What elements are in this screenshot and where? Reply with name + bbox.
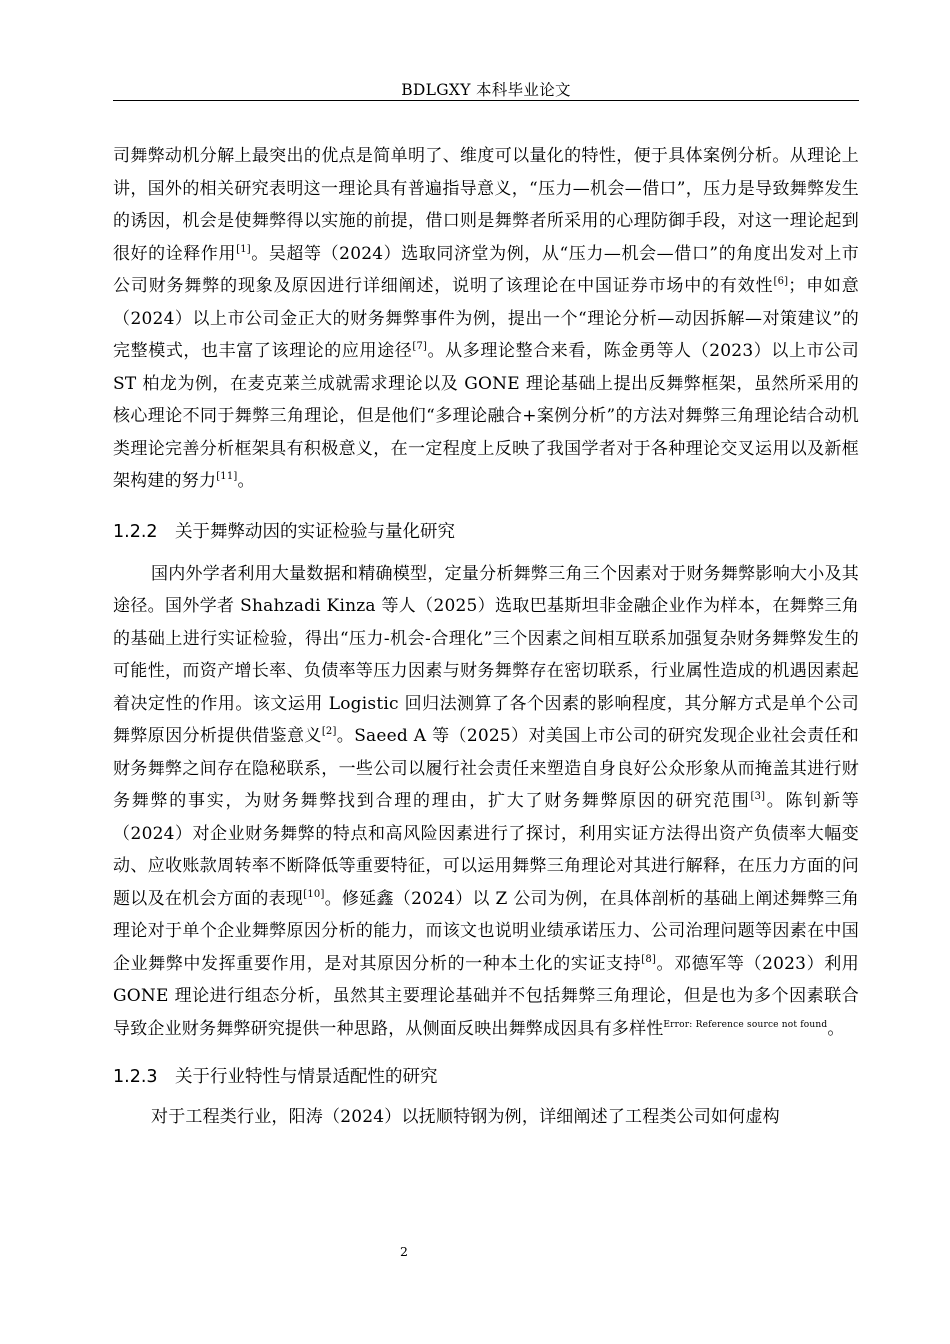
paragraph-text: 对于工程类行业，阳涛（2024）以抚顺特钢为例，详细阐述了工程类公司如何虚构 xyxy=(151,1107,780,1127)
citation-ref: [7] xyxy=(412,341,428,352)
paragraph-text: 。修延鑫（2024）以 Z 公司为例，在具体剖析的基础上阐述舞弊三角理论对于单个企业舞弊原因分析的能力，而该文也说明业绩承诺压力、公司治理问题等因素在中国企业舞弊中发挥重要作用，是对其原因分析的一种本土化的实证支持 xyxy=(113,888,859,974)
header-title: BDLGXY 本科毕业论文 xyxy=(401,81,571,99)
paragraph-1 xyxy=(113,140,859,498)
citation-ref: [10] xyxy=(303,888,325,900)
citation-ref: [6] xyxy=(773,276,789,287)
paragraph-text: 。吴超等（2024）选取同济堂为例，从“压力—机会—借口”的角度出发对上市公司财务舞弊的现象及原因进行详细阐述，说明了该理论在中国证券市场中的有效性 xyxy=(113,243,860,296)
section-number: 1.2.2 xyxy=(113,521,158,542)
paragraph-2 xyxy=(113,558,859,1046)
paragraph-text: 。Saeed A 等（2025）对美国上市公司的研究发现企业社会责任和财务舞弊之间存在隐秘联系，一些公司以履行社会责任来塑造自身良好公众形象从而掩盖其进行财务舞弊的事实，为财务舞弊找到合理的理由，扩大了财务舞弊原因的研究范围 xyxy=(113,726,859,811)
paragraph-text: 司舞弊动机分解上最突出的优点是简单明了、维度可以量化的特性，便于具体案例分析。从理论上讲，国外的相关研究表明这一理论具有普遍指导意义，“压力—机会—借口”，压力是导致舞弊发生的诱因，机会是使舞弊得以实施的前提，借口则是舞弊者所采用的心理防御手段，对这一理论起到很好的诠释作用 xyxy=(113,146,859,264)
citation-ref: [2] xyxy=(321,726,337,737)
section-number: 1.2.3 xyxy=(113,1067,158,1087)
citation-error: Error: Reference source not found xyxy=(663,1019,828,1030)
paragraph-text: 国内外学者利用大量数据和精确模型，定量分析舞弊三角三个因素对于财务舞弊影响大小及其途径。国外学者 Shahzadi Kinza 等人（2025）选取巴基斯坦非金融企业作为样本，在舞弊三角的基础上进行实证检验，得出“压力-机会-合理化”三个因素之间相互联系加强复杂财务舞弊发生的可能性，而资产增长率、负债率等压力因素与财务舞弊存在密切联系，行业属性造成的机遇因素起着决定性的作用。该文运用 Logistic 回归法测算了各个因素的影响程度，其分解方式是单个公司舞弊原因分析提供借鉴意义 xyxy=(113,563,859,746)
citation-ref: [3] xyxy=(750,791,766,802)
citation-ref: [8] xyxy=(641,953,657,965)
paragraph-text: 。邓德军等（2023）利用 GONE 理论进行组态分析，虽然其主要理论基础并不包括舞弊三角理论，但是也为多个因素联合导致企业财务舞弊研究提供一种思路，从侧面反映出舞弊成因具有多样性 xyxy=(113,953,860,1039)
section-heading-1-2-3 xyxy=(113,1065,859,1089)
section-title: 关于行业特性与情景适配性的研究 xyxy=(175,1067,438,1087)
paragraph-text: 。从多理论整合来看，陈金勇等人（2023）以上市公司 ST 柏龙为例，在麦克莱兰成就需求理论以及 GONE 理论基础上提出反舞弊框架，虽然所采用的核心理论不同于舞弊三角理论，但是他们“多理论融合+案例分析”的方法对舞弊三角理论结合动机类理论完善分析框架具有积极意义，在一定程度上反映了我国学者对于各种理论交叉运用以及新框架构建的努力 xyxy=(113,341,859,491)
section-title: 关于舞弊动因的实证检验与量化研究 xyxy=(175,521,455,542)
page-body xyxy=(113,140,859,1134)
paragraph-3 xyxy=(113,1101,859,1134)
page-header xyxy=(113,70,859,101)
citation-ref: [1] xyxy=(236,243,251,255)
paragraph-text: ；申如意（2024）以上市公司金正大的财务舞弊事件为例，提出一个“理论分析—动因拆解—对策建议”的完整模式，也丰富了该理论的应用途径 xyxy=(113,276,859,361)
paragraph-text: 。 xyxy=(237,471,255,491)
citation-ref: [11] xyxy=(216,471,238,482)
paragraph-text: 。陈钊新等（2024）对企业财务舞弊的特点和高风险因素进行了探讨，利用实证方法得出资产负债率大幅变动、应收账款周转率不断降低等重要特征，可以运用舞弊三角理论对其进行解释，在压力方面的问题以及在机会方面的表现 xyxy=(113,791,859,909)
page-number: 2 xyxy=(400,1244,408,1259)
paragraph-text: 。 xyxy=(827,1018,845,1039)
section-heading-1-2-2 xyxy=(113,520,859,544)
